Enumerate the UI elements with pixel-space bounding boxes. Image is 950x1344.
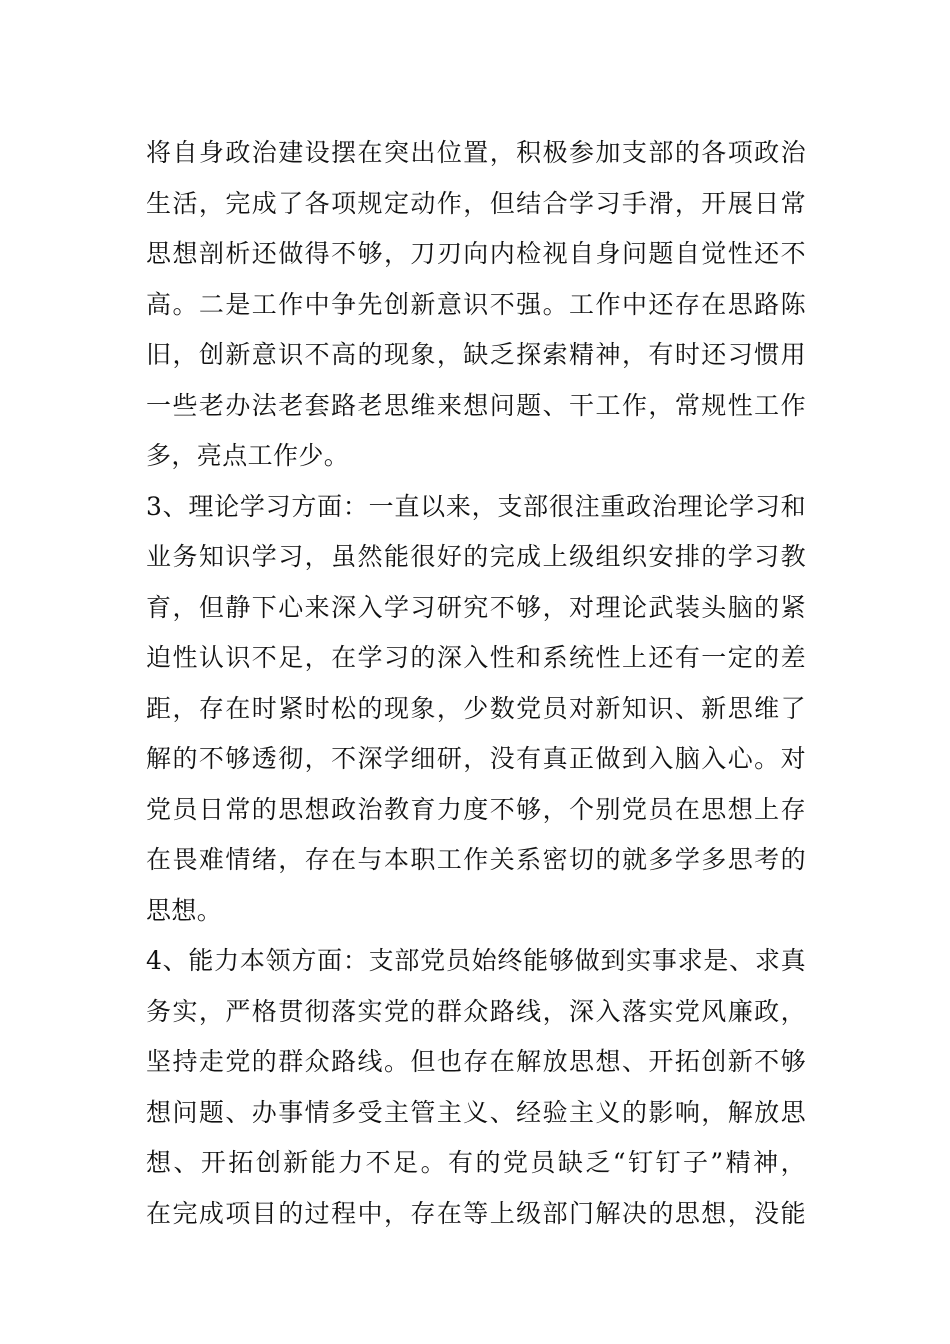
text-line: 在畏难情绪，存在与本职工作关系密切的就多学多思考的: [146, 845, 806, 874]
text-line: 党员日常的思想政治教育力度不够，个别党员在思想上存: [146, 794, 806, 824]
text-line: 务实，严格贯彻落实党的群众路线，深入落实党风廉政，: [146, 996, 806, 1026]
text-line: 迫性认识不足，在学习的深入性和系统性上还有一定的差: [146, 643, 806, 672]
text-line: 思想。: [146, 895, 223, 925]
text-line: 生活，完成了各项规定动作，但结合学习手滑，开展日常: [146, 188, 806, 218]
text-line: 多，亮点工作少。: [146, 441, 350, 470]
text-line: 想、开拓创新能力不足。有的党员缺乏“钉钉子”精神，: [146, 1148, 806, 1177]
body-text: [146, 128, 806, 1239]
text-line: 旧，创新意识不高的现象，缺乏探索精神，有时还习惯用: [146, 340, 806, 369]
text-line: 业务知识学习，虽然能很好的完成上级组织安排的学习教: [146, 542, 806, 571]
text-line: 高。二是工作中争先创新意识不强。工作中还存在思路陈: [146, 289, 806, 319]
text-line: 解的不够透彻，不深学细研，没有真正做到入脑入心。对: [146, 744, 806, 773]
text-line: 想问题、办事情多受主管主义、经验主义的影响，解放思: [146, 1097, 806, 1127]
text-line: 在完成项目的过程中，存在等上级部门解决的思想，没能: [146, 1198, 806, 1228]
text-line: 一些老办法老套路老思维来想问题、干工作，常规性工作: [146, 390, 806, 420]
text-line: 将自身政治建设摆在突出位置，积极参加支部的各项政治: [146, 138, 806, 167]
text-line: 育，但静下心来深入学习研究不够，对理论武装头脑的紧: [146, 592, 806, 622]
text-line: 坚持走党的群众路线。但也存在解放思想、开拓创新不够: [146, 1047, 806, 1076]
text-line: 思想剖析还做得不够，刀刃向内检视自身问题自觉性还不: [146, 239, 806, 268]
text-line: 4、能力本领方面：支部党员始终能够做到实事求是、求真: [146, 946, 806, 975]
text-line: 3、理论学习方面：一直以来，支部很注重政治理论学习和: [146, 491, 806, 521]
text-line: 距，存在时紧时松的现象，少数党员对新知识、新思维了: [146, 693, 806, 723]
